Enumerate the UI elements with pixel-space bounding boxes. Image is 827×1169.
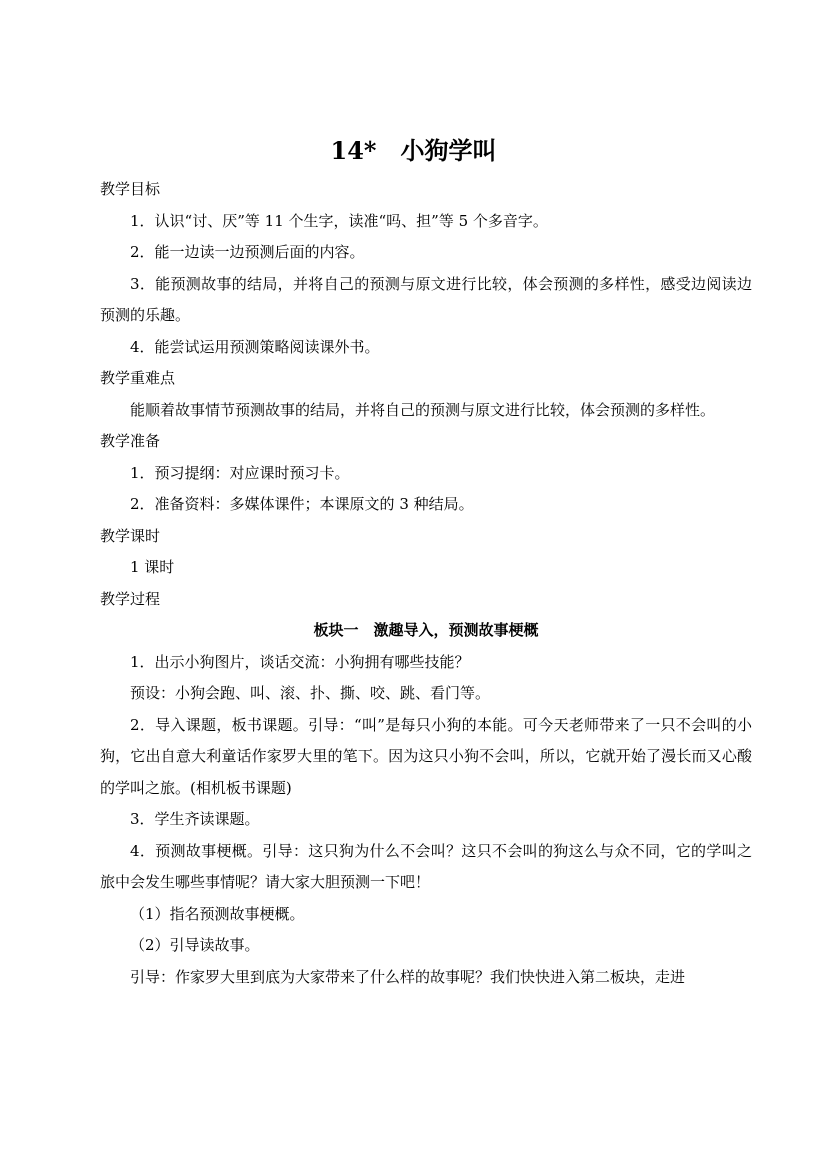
goal-item-3: 3．能预测故事的结局，并将自己的预测与原文进行比较，体会预测的多样性，感受边阅读边预测的乐趣。 xyxy=(100,274,752,324)
process-step-2: 2．导入课题，板书课题。引导：“叫”是每只小狗的本能。可今天老师带来了一只不会叫的小狗，它出自意大利童话作家罗大里的笔下。因为这只小狗不会叫，所以，它就开始了漫长而又心酸的学叫之旅。(相机板书课题) xyxy=(100,715,752,797)
class-hours-heading: 教学课时 xyxy=(100,526,161,545)
goals-heading: 教学目标 xyxy=(100,180,161,198)
process-step-4-lead: 引导：作家罗大里到底为大家带来了什么样的故事呢？我们快快进入第二板块，走进 xyxy=(130,967,686,986)
process-step-1-preset: 预设：小狗会跑、叫、滚、扑、撕、咬、跳、看门等。 xyxy=(130,684,491,702)
key-points-text: 能顺着故事情节预测故事的结局，并将自己的预测与原文进行比较，体会预测的多样性。 xyxy=(130,400,716,419)
preparation-item-1: 1．预习提纲：对应课时预习卡。 xyxy=(130,463,350,482)
class-hours-text: 1 课时 xyxy=(130,558,175,576)
process-step-4-sub-2: （2）引导读故事。 xyxy=(130,936,260,954)
key-points-heading: 教学重难点 xyxy=(100,369,176,387)
preparation-heading: 教学准备 xyxy=(100,432,161,450)
document-body xyxy=(100,174,752,993)
process-step-4-sub-1: （1）指名预测故事梗概。 xyxy=(130,904,305,923)
process-step-3: 3．学生齐读课题。 xyxy=(130,810,260,828)
page-title: 14* 小狗学叫 xyxy=(330,136,497,165)
goal-item-2: 2．能一边读一边预测后面的内容。 xyxy=(130,243,365,261)
process-step-1: 1．出示小狗图片，谈话交流：小狗拥有哪些技能？ xyxy=(130,652,470,671)
process-step-4: 4．预测故事梗概。引导：这只狗为什么不会叫？这只不会叫的狗这么与众不同，它的学叫之旅中会发生哪些事情呢？请大家大胆预测一下吧！ xyxy=(100,841,752,891)
teaching-process-heading: 教学过程 xyxy=(100,589,161,608)
goal-item-1: 1．认识“讨、厌”等 11 个生字，读准“吗、担”等 5 个多音字。 xyxy=(130,211,548,230)
preparation-item-2: 2．准备资料：多媒体课件；本课原文的 3 种结局。 xyxy=(130,495,474,513)
block-one-title: 板块一 激趣导入，预测故事梗概 xyxy=(313,621,539,639)
goal-item-4: 4．能尝试运用预测策略阅读课外书。 xyxy=(130,337,380,356)
